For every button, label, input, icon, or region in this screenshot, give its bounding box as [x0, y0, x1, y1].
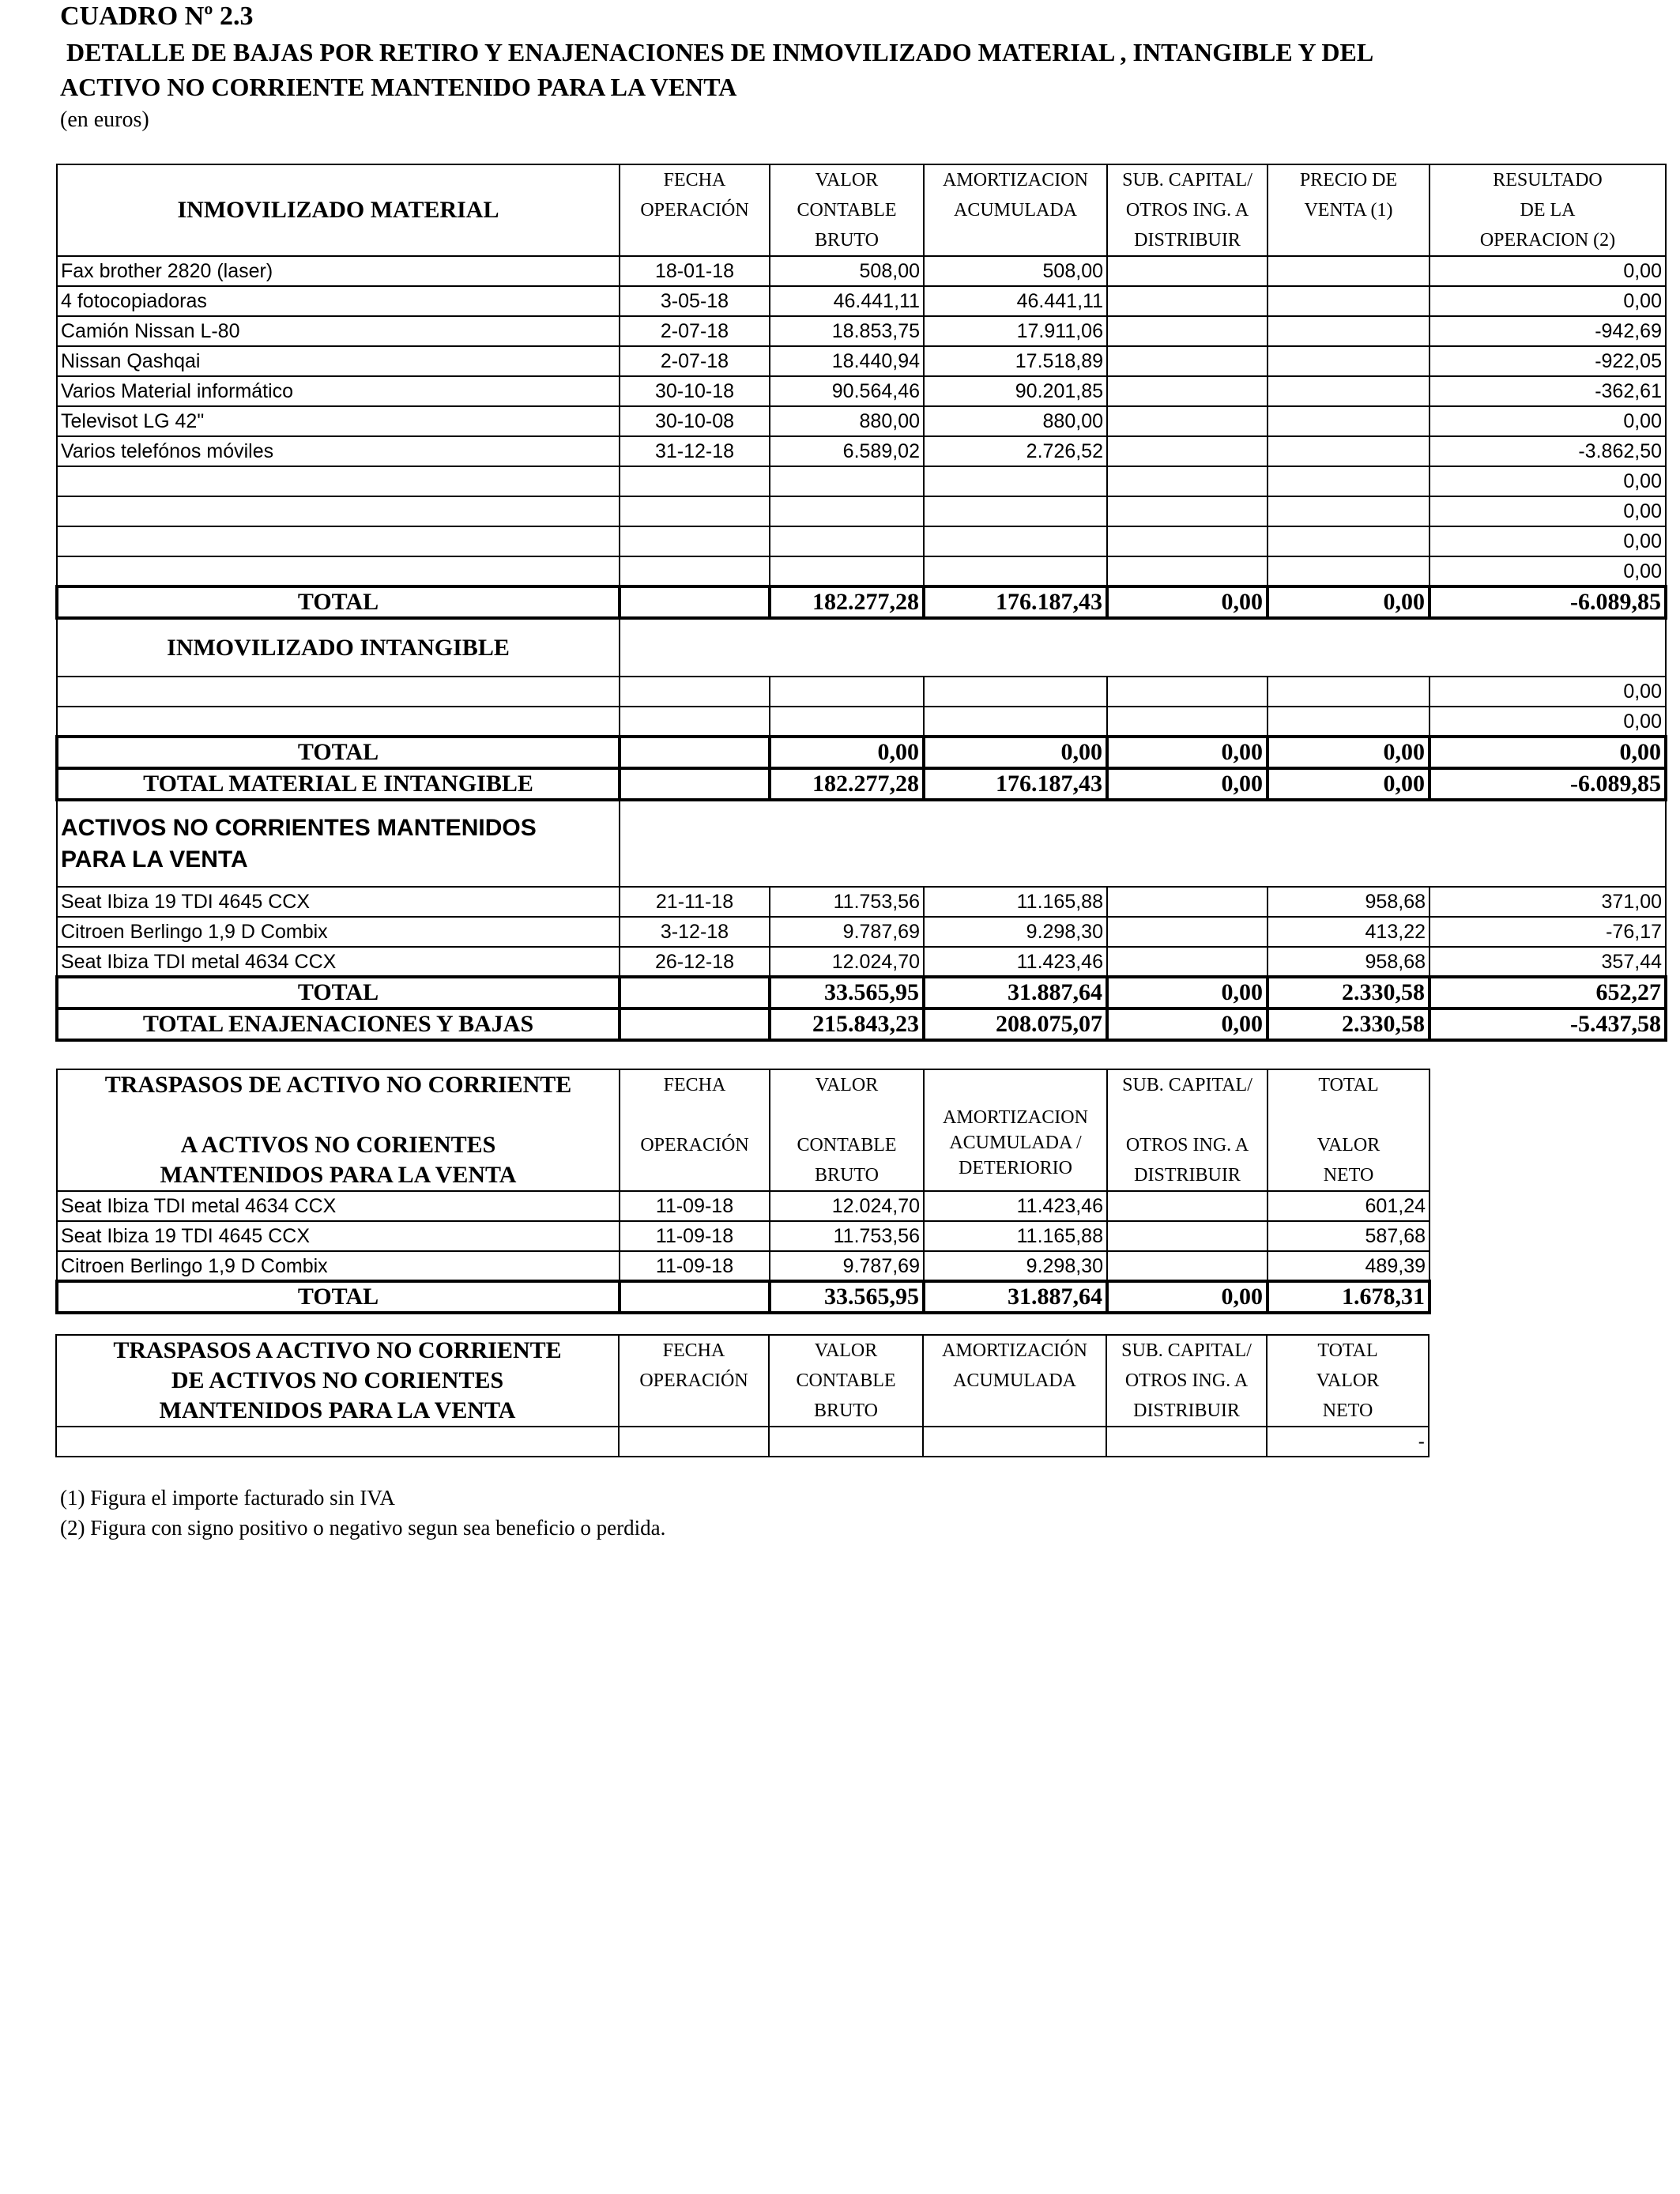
cell-amort: 17.518,89 — [924, 346, 1107, 376]
cell-valor: 12.024,70 — [770, 947, 924, 977]
cell-fecha: 2-07-18 — [620, 346, 770, 376]
header-fecha: FECHA OPERACIÓN — [620, 164, 770, 256]
cell-sub — [1107, 436, 1268, 466]
total-material-row — [57, 586, 1666, 618]
total-valor: 33.565,95 — [770, 1281, 924, 1313]
cell-sub — [1107, 496, 1268, 526]
cell-resultado: -362,61 — [1430, 376, 1666, 406]
cell-valor — [770, 677, 924, 707]
cell-resultado: 371,00 — [1430, 887, 1666, 917]
total-sub: 0,00 — [1107, 977, 1268, 1008]
total-intangible-row — [57, 737, 1666, 768]
total-precio: 0,00 — [1268, 586, 1430, 618]
header-amortizacion: AMORTIZACION ACUMULADA — [924, 164, 1107, 256]
cell-fecha: 21-11-18 — [620, 887, 770, 917]
total-label: TOTAL — [57, 1281, 620, 1313]
total-fecha — [620, 768, 770, 800]
total-precio: 2.330,58 — [1268, 977, 1430, 1008]
total-label: TOTAL — [57, 977, 620, 1008]
cell-fecha — [620, 556, 770, 586]
cell-name: Seat Ibiza 19 TDI 4645 CCX — [57, 887, 620, 917]
table-row — [57, 707, 1666, 737]
cell-neto: - — [1267, 1427, 1429, 1457]
header-sub-capital: SUB. CAPITAL/ OTROS ING. A DISTRIBUIR — [1107, 1069, 1268, 1191]
cell-precio — [1268, 256, 1430, 286]
cell-resultado: 0,00 — [1430, 466, 1666, 496]
cell-amort: 9.298,30 — [924, 1251, 1107, 1281]
cell-name — [57, 556, 620, 586]
total-resultado: -5.437,58 — [1430, 1008, 1666, 1040]
cell-fecha: 3-12-18 — [620, 917, 770, 947]
header-total-neto: TOTAL VALOR NETO — [1267, 1335, 1429, 1427]
table-row — [57, 1251, 1430, 1281]
header-fecha: FECHA OPERACIÓN — [619, 1335, 769, 1427]
cell-fecha — [620, 707, 770, 737]
header-traspasos-title: TRASPASOS DE ACTIVO NO CORRIENTE A ACTIVOS NO CORIENTES MANTENIDOS PARA LA VENTA — [57, 1069, 620, 1191]
total-neto: 1.678,31 — [1268, 1281, 1430, 1313]
header-traspasos2-title: TRASPASOS A ACTIVO NO CORRIENTE DE ACTIVOS NO CORIENTES MANTENIDOS PARA LA VENTA — [56, 1335, 619, 1427]
total-resultado: -6.089,85 — [1430, 586, 1666, 618]
cell-sub — [1107, 406, 1268, 436]
cell-fecha: 30-10-18 — [620, 376, 770, 406]
table-row — [57, 436, 1666, 466]
traspasos2-header-row — [56, 1335, 1429, 1427]
cell-precio — [1268, 286, 1430, 316]
cell-amort: 11.165,88 — [924, 1221, 1107, 1251]
traspasos-desde-mantenidos-table — [55, 1334, 1430, 1457]
total-traspasos-row — [57, 1281, 1430, 1313]
cell-sub — [1107, 526, 1268, 556]
cell-amort: 90.201,85 — [924, 376, 1107, 406]
total-sub: 0,00 — [1107, 737, 1268, 768]
cell-resultado: 0,00 — [1430, 406, 1666, 436]
cell-valor — [770, 707, 924, 737]
cell-resultado: -922,05 — [1430, 346, 1666, 376]
cell-name: Varios Material informático — [57, 376, 620, 406]
activos-section-blank — [620, 800, 1666, 887]
cell-sub — [1107, 316, 1268, 346]
cell-valor: 90.564,46 — [770, 376, 924, 406]
cell-valor: 9.787,69 — [770, 917, 924, 947]
table-row — [57, 346, 1666, 376]
bajas-table — [55, 164, 1667, 1042]
cell-sub — [1107, 1221, 1268, 1251]
cell-name — [57, 496, 620, 526]
header-fecha: FECHA OPERACIÓN — [620, 1069, 770, 1191]
table-row — [57, 286, 1666, 316]
total-amort: 176.187,43 — [924, 768, 1107, 800]
intangible-section-blank — [620, 618, 1666, 677]
cell-valor: 46.441,11 — [770, 286, 924, 316]
cell-resultado: 357,44 — [1430, 947, 1666, 977]
header-valor: VALOR CONTABLE BRUTO — [769, 1335, 923, 1427]
cell-name: Seat Ibiza 19 TDI 4645 CCX — [57, 1221, 620, 1251]
cell-resultado: 0,00 — [1430, 556, 1666, 586]
table-row — [56, 1427, 1429, 1457]
cell-resultado: 0,00 — [1430, 526, 1666, 556]
cell-fecha: 3-05-18 — [620, 286, 770, 316]
cell-precio — [1268, 316, 1430, 346]
cell-valor: 11.753,56 — [770, 1221, 924, 1251]
document-title-line2: ACTIVO NO CORRIENTE MANTENIDO PARA LA VENTA — [60, 73, 737, 101]
cell-amort — [924, 707, 1107, 737]
table-row — [57, 526, 1666, 556]
table-row — [57, 556, 1666, 586]
total-amort: 176.187,43 — [924, 586, 1107, 618]
cell-precio: 413,22 — [1268, 917, 1430, 947]
total-activos-row — [57, 977, 1666, 1008]
total-resultado: 0,00 — [1430, 737, 1666, 768]
table-row — [57, 376, 1666, 406]
cell-sub — [1107, 346, 1268, 376]
table-row — [57, 256, 1666, 286]
cell-name — [57, 707, 620, 737]
cell-name: Citroen Berlingo 1,9 D Combix — [57, 1251, 620, 1281]
total-sub: 0,00 — [1107, 1281, 1268, 1313]
cell-valor — [769, 1427, 923, 1457]
header-amortizacion: AMORTIZACION ACUMULADA / DETERIORIO — [924, 1069, 1107, 1191]
total-enajenaciones-row — [57, 1008, 1666, 1040]
traspasos-a-mantenidos-table — [55, 1069, 1431, 1314]
total-valor: 182.277,28 — [770, 768, 924, 800]
traspasos-header-row — [57, 1069, 1430, 1191]
total-label: TOTAL — [57, 737, 620, 768]
table-row — [57, 887, 1666, 917]
cell-resultado: -76,17 — [1430, 917, 1666, 947]
cell-sub — [1107, 1251, 1268, 1281]
total-sub: 0,00 — [1107, 586, 1268, 618]
total-fecha — [620, 1281, 770, 1313]
table-row — [57, 677, 1666, 707]
cell-name — [57, 466, 620, 496]
table-row — [57, 947, 1666, 977]
cuadro-number: CUADRO Nº 2.3 — [60, 2, 254, 31]
cell-neto: 601,24 — [1268, 1191, 1430, 1221]
cell-precio: 958,68 — [1268, 887, 1430, 917]
cell-amort — [923, 1427, 1106, 1457]
cell-name: Camión Nissan L-80 — [57, 316, 620, 346]
cell-fecha: 2-07-18 — [620, 316, 770, 346]
header-resultado: RESULTADO DE LA OPERACION (2) — [1430, 164, 1666, 256]
cell-sub — [1107, 707, 1268, 737]
total-material-intangible-row — [57, 768, 1666, 800]
cell-precio — [1268, 466, 1430, 496]
cell-amort — [924, 677, 1107, 707]
cell-fecha — [620, 677, 770, 707]
cell-valor: 508,00 — [770, 256, 924, 286]
cell-valor: 11.753,56 — [770, 887, 924, 917]
cell-resultado: 0,00 — [1430, 286, 1666, 316]
cell-valor: 9.787,69 — [770, 1251, 924, 1281]
cell-amort: 9.298,30 — [924, 917, 1107, 947]
table-row — [57, 316, 1666, 346]
cell-fecha: 26-12-18 — [620, 947, 770, 977]
table-row — [57, 406, 1666, 436]
cell-precio — [1268, 376, 1430, 406]
bajas-header-row — [57, 164, 1666, 256]
cell-amort: 508,00 — [924, 256, 1107, 286]
table-row — [57, 466, 1666, 496]
total-sub: 0,00 — [1107, 768, 1268, 800]
total-amort: 208.075,07 — [924, 1008, 1107, 1040]
cell-precio: 958,68 — [1268, 947, 1430, 977]
cell-amort: 2.726,52 — [924, 436, 1107, 466]
cell-amort — [924, 496, 1107, 526]
cell-neto: 489,39 — [1268, 1251, 1430, 1281]
header-precio-venta: PRECIO DE VENTA (1) — [1268, 164, 1430, 256]
cell-valor — [770, 466, 924, 496]
total-fecha — [620, 586, 770, 618]
cell-fecha: 31-12-18 — [620, 436, 770, 466]
intangible-section-title: INMOVILIZADO INTANGIBLE — [57, 618, 620, 677]
cell-name: Seat Ibiza TDI metal 4634 CCX — [57, 947, 620, 977]
cell-sub — [1107, 1191, 1268, 1221]
cell-fecha: 11-09-18 — [620, 1221, 770, 1251]
cell-name: 4 fotocopiadoras — [57, 286, 620, 316]
total-precio: 0,00 — [1268, 768, 1430, 800]
total-valor: 215.843,23 — [770, 1008, 924, 1040]
header-sub-capital: SUB. CAPITAL/ OTROS ING. A DISTRIBUIR — [1106, 1335, 1267, 1427]
total-amort: 31.887,64 — [924, 977, 1107, 1008]
cell-sub — [1107, 947, 1268, 977]
total-valor: 33.565,95 — [770, 977, 924, 1008]
footnote-2: (2) Figura con signo positivo o negativo segun sea beneficio o perdida. — [60, 1516, 666, 1540]
cell-name: Fax brother 2820 (laser) — [57, 256, 620, 286]
cell-resultado: 0,00 — [1430, 256, 1666, 286]
cell-valor — [770, 526, 924, 556]
table-row — [57, 496, 1666, 526]
cell-sub — [1107, 887, 1268, 917]
cell-name — [57, 677, 620, 707]
total-resultado: -6.089,85 — [1430, 768, 1666, 800]
cell-precio — [1268, 436, 1430, 466]
cell-precio — [1268, 707, 1430, 737]
cell-sub — [1107, 466, 1268, 496]
cell-amort: 46.441,11 — [924, 286, 1107, 316]
cell-valor — [770, 556, 924, 586]
cell-valor: 12.024,70 — [770, 1191, 924, 1221]
document-title-line1: DETALLE DE BAJAS POR RETIRO Y ENAJENACIONES DE INMOVILIZADO MATERIAL , INTANGIBLE Y DEL — [66, 38, 1374, 66]
cell-fecha: 30-10-08 — [620, 406, 770, 436]
table-row — [57, 917, 1666, 947]
intangible-section — [57, 618, 1666, 677]
total-precio: 0,00 — [1268, 737, 1430, 768]
cell-valor: 880,00 — [770, 406, 924, 436]
cell-sub — [1107, 286, 1268, 316]
cell-valor: 18.440,94 — [770, 346, 924, 376]
cell-fecha: 11-09-18 — [620, 1191, 770, 1221]
total-valor: 182.277,28 — [770, 586, 924, 618]
cell-name: Televisot LG 42" — [57, 406, 620, 436]
table-row — [57, 1221, 1430, 1251]
cell-sub — [1107, 917, 1268, 947]
cell-amort: 11.423,46 — [924, 1191, 1107, 1221]
cell-precio — [1268, 556, 1430, 586]
total-label: TOTAL MATERIAL E INTANGIBLE — [57, 768, 620, 800]
cell-resultado: -942,69 — [1430, 316, 1666, 346]
cell-precio — [1268, 496, 1430, 526]
cell-valor: 18.853,75 — [770, 316, 924, 346]
table-row — [57, 1191, 1430, 1221]
cell-fecha — [619, 1427, 769, 1457]
cell-sub — [1107, 556, 1268, 586]
total-label: TOTAL — [57, 586, 620, 618]
cell-name — [56, 1427, 619, 1457]
total-fecha — [620, 1008, 770, 1040]
header-valor: VALOR CONTABLE BRUTO — [770, 164, 924, 256]
total-fecha — [620, 737, 770, 768]
cell-amort: 11.165,88 — [924, 887, 1107, 917]
cell-name: Citroen Berlingo 1,9 D Combix — [57, 917, 620, 947]
cell-fecha — [620, 466, 770, 496]
total-valor: 0,00 — [770, 737, 924, 768]
cell-resultado: 0,00 — [1430, 677, 1666, 707]
header-amortizacion: AMORTIZACIÓN ACUMULADA — [923, 1335, 1106, 1427]
total-fecha — [620, 977, 770, 1008]
cell-amort: 880,00 — [924, 406, 1107, 436]
cell-amort — [924, 526, 1107, 556]
units-note: (en euros) — [60, 107, 149, 132]
activos-section-title: ACTIVOS NO CORRIENTES MANTENIDOS PARA LA VENTA — [57, 800, 620, 887]
cell-name — [57, 526, 620, 556]
header-inmovilizado-material: INMOVILIZADO MATERIAL — [57, 164, 620, 256]
cell-valor: 6.589,02 — [770, 436, 924, 466]
total-resultado: 652,27 — [1430, 977, 1666, 1008]
header-valor: VALOR CONTABLE BRUTO — [770, 1069, 924, 1191]
total-precio: 2.330,58 — [1268, 1008, 1430, 1040]
cell-sub — [1107, 677, 1268, 707]
header-total-neto: TOTAL VALOR NETO — [1268, 1069, 1430, 1191]
cell-name: Seat Ibiza TDI metal 4634 CCX — [57, 1191, 620, 1221]
cell-resultado: 0,00 — [1430, 707, 1666, 737]
cell-amort — [924, 466, 1107, 496]
cell-fecha: 11-09-18 — [620, 1251, 770, 1281]
cell-amort: 17.911,06 — [924, 316, 1107, 346]
cell-sub — [1107, 256, 1268, 286]
cell-amort: 11.423,46 — [924, 947, 1107, 977]
footnote-1: (1) Figura el importe facturado sin IVA — [60, 1486, 395, 1510]
cell-name: Varios telefónos móviles — [57, 436, 620, 466]
cell-neto: 587,68 — [1268, 1221, 1430, 1251]
cell-precio — [1268, 346, 1430, 376]
cell-precio — [1268, 406, 1430, 436]
total-amort: 0,00 — [924, 737, 1107, 768]
cell-valor — [770, 496, 924, 526]
cell-sub — [1106, 1427, 1267, 1457]
cell-precio — [1268, 526, 1430, 556]
activos-section — [57, 800, 1666, 887]
cell-resultado: 0,00 — [1430, 496, 1666, 526]
total-label: TOTAL ENAJENACIONES Y BAJAS — [57, 1008, 620, 1040]
cell-amort — [924, 556, 1107, 586]
total-sub: 0,00 — [1107, 1008, 1268, 1040]
total-amort: 31.887,64 — [924, 1281, 1107, 1313]
cell-resultado: -3.862,50 — [1430, 436, 1666, 466]
cell-fecha — [620, 496, 770, 526]
cell-fecha — [620, 526, 770, 556]
cell-precio — [1268, 677, 1430, 707]
header-sub-capital: SUB. CAPITAL/ OTROS ING. A DISTRIBUIR — [1107, 164, 1268, 256]
cell-sub — [1107, 376, 1268, 406]
cell-fecha: 18-01-18 — [620, 256, 770, 286]
cell-name: Nissan Qashqai — [57, 346, 620, 376]
